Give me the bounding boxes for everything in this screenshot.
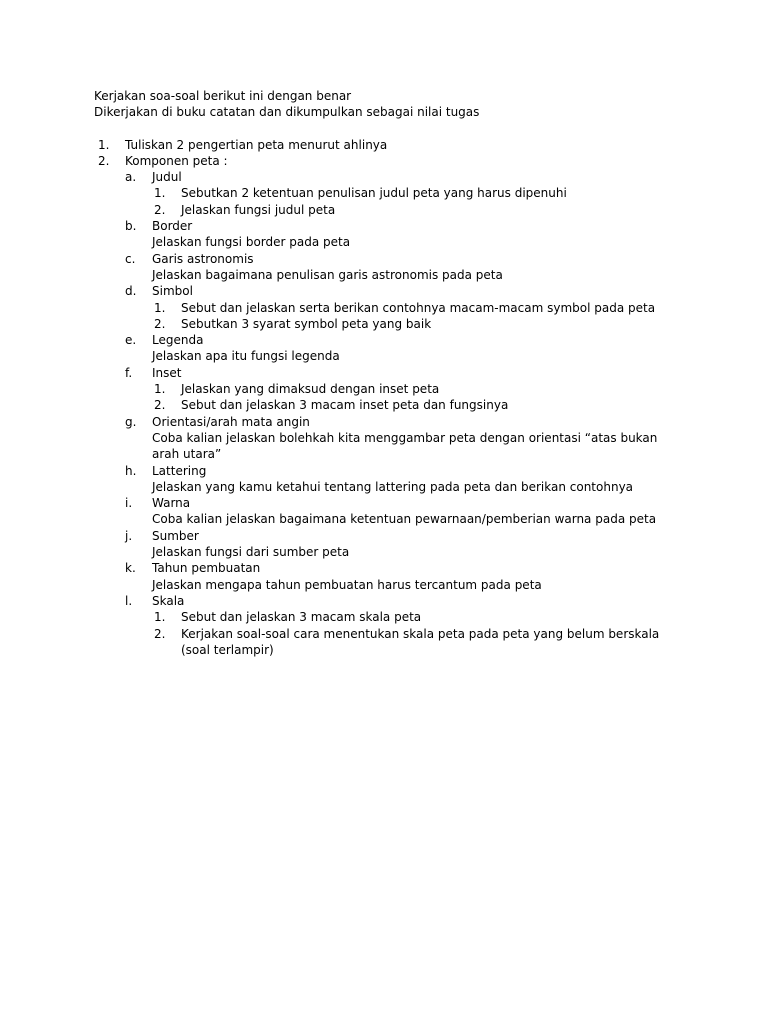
component-title: Legenda xyxy=(152,333,204,348)
question-number: 1. xyxy=(98,137,110,152)
sub-text: Sebutkan 2 ketentuan penulisan judul peta yang harus dipenuhi xyxy=(181,186,567,201)
component-text: Jelaskan bagaimana penulisan garis astronomis pada peta xyxy=(152,267,503,282)
component-letter: b. xyxy=(125,219,137,234)
component-title: Simbol xyxy=(152,284,193,299)
component-letter: i. xyxy=(125,496,133,511)
component-text: Coba kalian jelaskan bagaimana ketentuan pewarnaan/pemberian warna pada peta xyxy=(152,512,657,527)
component-title: Warna xyxy=(152,496,191,511)
sub-text: Jelaskan fungsi judul peta xyxy=(181,202,336,217)
sub-text: Sebut dan jelaskan 3 macam inset peta dan fungsinya xyxy=(181,398,509,413)
component-letter: c. xyxy=(125,251,136,266)
sub-text: Sebutkan 3 syarat symbol peta yang baik xyxy=(181,316,432,331)
sub-question xyxy=(152,316,674,332)
component-letter: f. xyxy=(125,365,133,380)
component-l xyxy=(121,593,674,658)
component-letter: a. xyxy=(125,170,137,185)
component-text: Coba kalian jelaskan bolehkah kita menggambar peta dengan orientasi “atas bukan arah utara” xyxy=(152,430,658,462)
question-text: Tuliskan 2 pengertian peta menurut ahlinya xyxy=(125,137,388,152)
component-title: Skala xyxy=(152,593,185,608)
sub-question xyxy=(152,397,674,413)
component-h xyxy=(121,463,674,496)
question-2 xyxy=(94,153,674,169)
component-i xyxy=(121,495,674,528)
sub-question xyxy=(152,185,674,201)
sub-question xyxy=(152,300,674,316)
component-b xyxy=(121,218,674,251)
component-letter: e. xyxy=(125,333,137,348)
component-letter: k. xyxy=(125,561,136,576)
sub-number: 2. xyxy=(154,316,166,331)
component-text: Jelaskan apa itu fungsi legenda xyxy=(152,349,340,364)
sub-text: Kerjakan soal-soal cara menentukan skala peta pada peta yang belum berskala (soal terlampir) xyxy=(181,626,660,657)
component-letter: d. xyxy=(125,284,137,299)
component-d xyxy=(121,283,674,332)
component-k xyxy=(121,560,674,593)
component-letter: j. xyxy=(125,528,133,543)
component-title: Judul xyxy=(152,170,182,185)
component-title: Garis astronomis xyxy=(152,251,254,266)
component-a xyxy=(121,169,674,218)
component-text: Jelaskan fungsi dari sumber peta xyxy=(152,545,350,560)
sub-number: 1. xyxy=(154,610,166,625)
sub-number: 1. xyxy=(154,382,166,397)
sub-question xyxy=(152,381,674,397)
component-j xyxy=(121,528,674,561)
component-f xyxy=(121,365,674,414)
sub-number: 2. xyxy=(154,626,166,641)
component-title: Border xyxy=(152,219,193,234)
component-text: Jelaskan yang kamu ketahui tentang lattering pada peta dan berikan contohnya xyxy=(152,479,634,494)
question-number: 2. xyxy=(98,153,110,168)
question-1 xyxy=(94,137,674,153)
instruction-line-1: Kerjakan soa-soal berikut ini dengan benar xyxy=(94,89,352,103)
sub-question xyxy=(152,202,674,218)
component-list xyxy=(94,169,674,658)
spacer xyxy=(94,121,674,137)
instruction-line-2: Dikerjakan di buku catatan dan dikumpulkan sebagai nilai tugas xyxy=(94,105,480,120)
component-title: Tahun pembuatan xyxy=(152,561,261,576)
component-c xyxy=(121,251,674,284)
component-title: Inset xyxy=(152,365,182,380)
component-text: Jelaskan fungsi border pada peta xyxy=(152,235,351,250)
component-g xyxy=(121,414,674,463)
component-letter: l. xyxy=(125,593,133,608)
sub-number: 2. xyxy=(154,398,166,413)
component-letter: g. xyxy=(125,414,137,429)
question-text: Komponen peta : xyxy=(125,153,228,168)
component-text: Jelaskan mengapa tahun pembuatan harus tercantum pada peta xyxy=(152,577,542,592)
sub-number: 2. xyxy=(154,202,166,217)
sub-question xyxy=(152,609,674,625)
sub-text: Jelaskan yang dimaksud dengan inset peta xyxy=(181,382,440,397)
component-title: Sumber xyxy=(152,528,199,543)
sub-question xyxy=(152,626,674,659)
sub-number: 1. xyxy=(154,186,166,201)
component-letter: h. xyxy=(125,463,137,478)
sub-text: Sebut dan jelaskan serta berikan contohnya macam-macam symbol pada peta xyxy=(181,300,656,315)
sub-number: 1. xyxy=(154,300,166,315)
sub-text: Sebut dan jelaskan 3 macam skala peta xyxy=(181,610,422,625)
component-title: Orientasi/arah mata angin xyxy=(152,414,310,429)
document-content xyxy=(94,88,674,658)
component-e xyxy=(121,332,674,365)
component-title: Lattering xyxy=(152,463,207,478)
